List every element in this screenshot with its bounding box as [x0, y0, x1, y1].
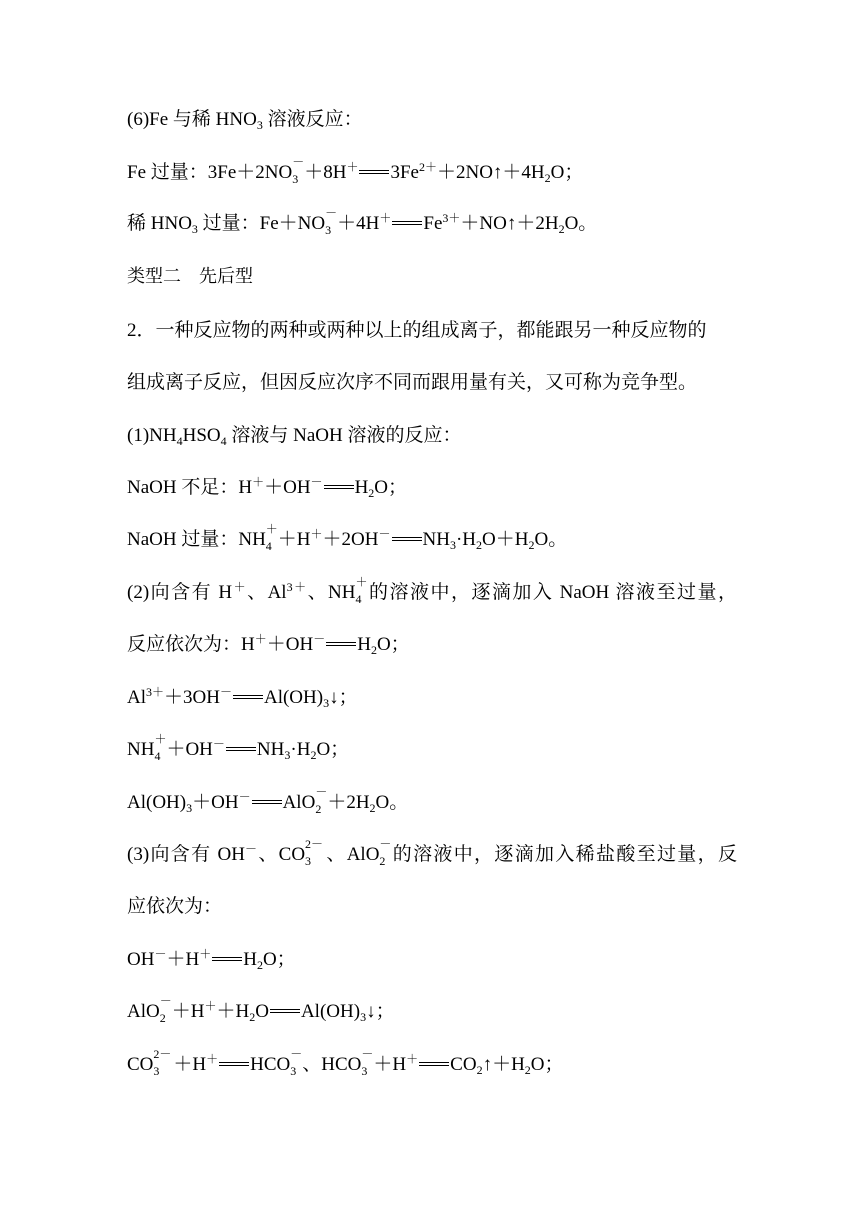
item-1-title: $(1)NH_4HSO_4$ 溶液与 NaOH 溶液的反应： [127, 425, 462, 448]
equation-co3-h: CO 2－ 3 ＋H＋ HCO － 3 、HCO － 3 ＋H＋ $CO_2↑+H_2O$； [127, 1047, 564, 1078]
equation-naoh-insufficient: NaOH 不足：H＋＋OH－ $H_2O$； [127, 475, 408, 500]
item-3-line-1: (3)向含有 OH－、CO 2－ 3 、AlO － 2 的溶液中，逐滴加入稀盐酸至过量，反 [127, 837, 737, 868]
equation-naoh-excess: NaOH 过量：NH ＋ 4 ＋H＋＋2OH－ $NH_3\cdot H_2O+H_2O$。 [127, 522, 568, 553]
paragraph-2-line-2: 组成离子反应，但因反应次序不同而跟用量有关，又可称为竞争型。 [127, 372, 698, 393]
item-2-line-1: (2)向含有 H＋、$Al^{3+}$、NH ＋ 4 的溶液中，逐滴加入 NaOH 溶液至过量， [127, 575, 737, 606]
equation-al-dissolve: $Al(OH)_3+OH^-$ AlO － 2 $+2H_2O$。 [127, 785, 409, 816]
equation-oh-h: OH－＋H＋ $H_2O$； [127, 947, 296, 972]
equation-fe-excess: Fe 过量：3Fe＋2NO － 3 ＋8H＋ $3Fe^{2+}+2NO↑+4H_2O$； [127, 155, 584, 186]
equation-hno3-excess: 稀 $HNO_3$ 过量：Fe＋NO － 3 ＋4H＋ $Fe^{3+}+NO↑+2H_2O$。 [127, 206, 598, 237]
item-3-line-2: 应依次为： [127, 896, 223, 917]
item-2-line-2: 反应依次为：H＋＋OH－ $H_2O$； [127, 632, 410, 657]
section-heading: 类型二 先后型 [127, 266, 253, 287]
paragraph-2-line-1: 2．一种反应物的两种或两种以上的组成离子，都能跟另一种反应物的 [127, 320, 707, 341]
equation-alo2-h: AlO － 2 $+H^++H_2O$ $Al(OH)_3↓$； [127, 994, 395, 1025]
equation-nh4-oh: NH ＋ 4 ＋OH－ $NH_3\cdot H_2O$； [127, 732, 350, 763]
item-6-title-label: (6)Fe 与稀 $HNO_3$ 溶液反应： [127, 109, 363, 132]
item-6-title [127, 109, 363, 131]
equation-al-precipitate: $Al^{3+}+3OH^-$ $Al(OH)_3↓$； [127, 685, 358, 710]
